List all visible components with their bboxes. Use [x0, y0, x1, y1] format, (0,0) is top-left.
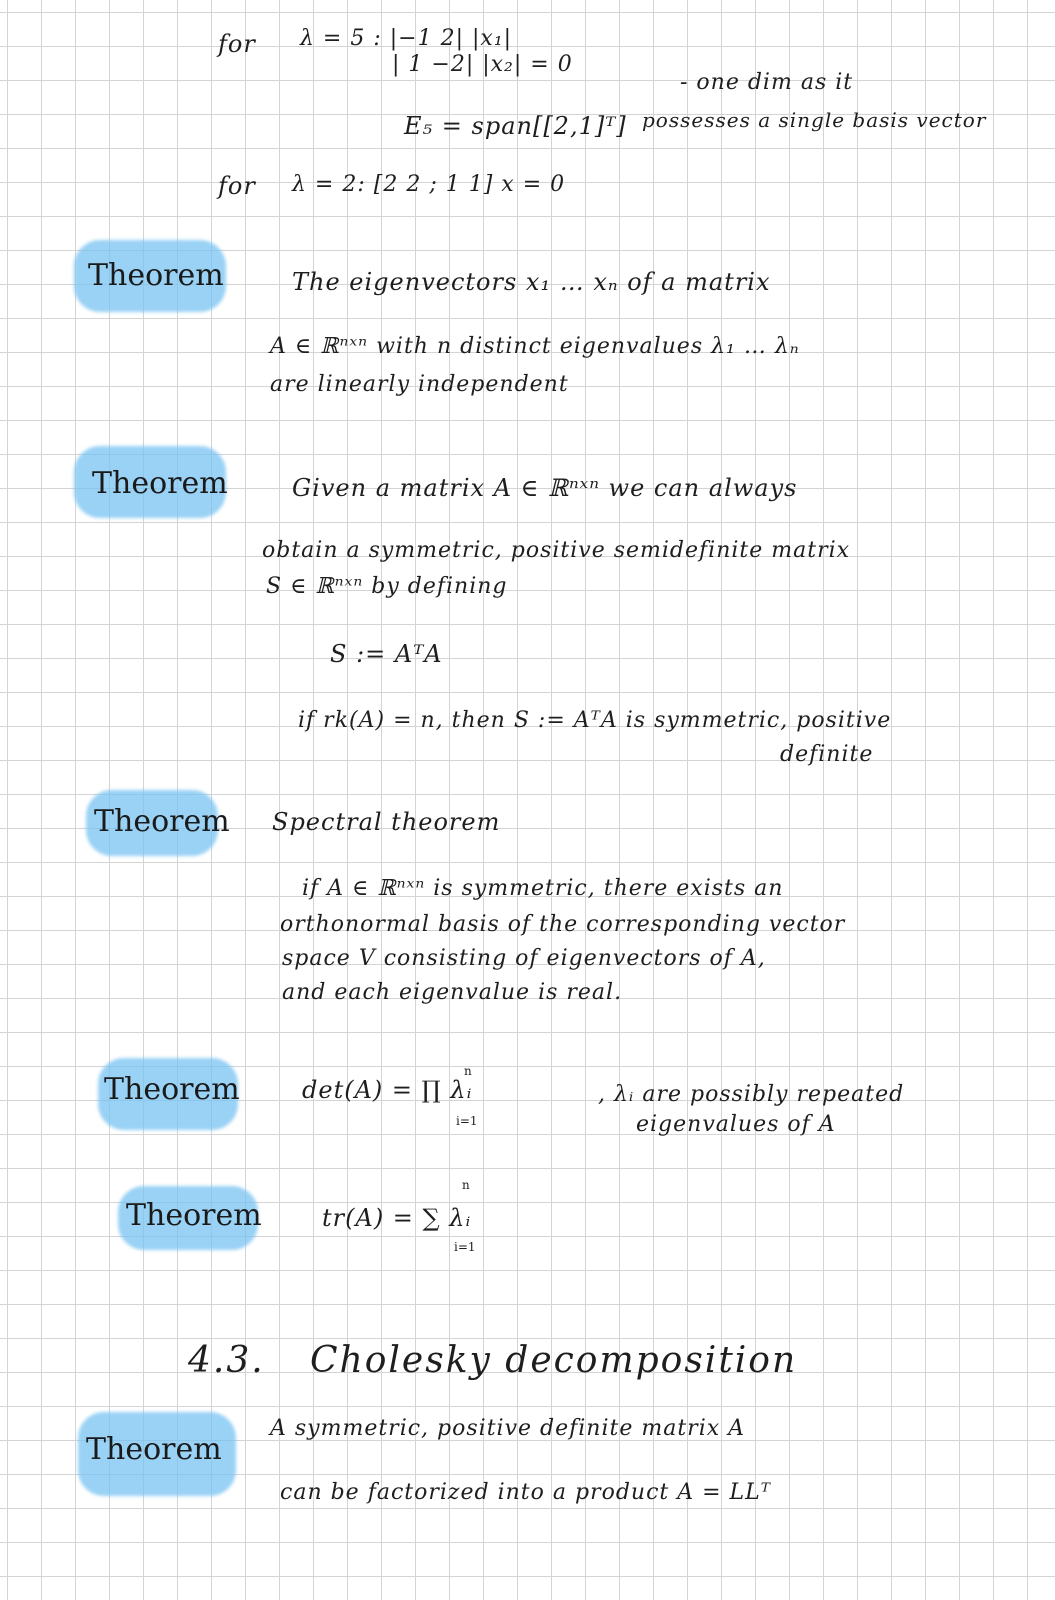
- theorem-1-line-2: A ∈ ℝⁿˣⁿ with n distinct eigenvalues λ₁ … λₙ: [270, 334, 800, 359]
- theorem-1-line-1: The eigenvectors x₁ … xₙ of a matrix: [292, 268, 771, 296]
- case5-eigenspace: E₅ = span[[2,1]ᵀ]: [404, 112, 627, 140]
- case5-equation-row2: | 1 −2| |x₂| = 0: [392, 52, 573, 77]
- case5-note-line1: - one dim as it: [680, 70, 854, 95]
- case5-equation: λ = 5 : |−1 2| |x₁|: [300, 26, 513, 51]
- theorem-2-line-6: definite: [780, 742, 874, 767]
- theorem-3-line-3: orthonormal basis of the corresponding vector: [280, 912, 846, 937]
- theorem-2-line-5: if rk(A) = n, then S := AᵀA is symmetric, positive: [298, 708, 892, 733]
- theorem-3-line-4: space V consisting of eigenvectors of A,: [282, 946, 766, 971]
- theorem-4-label: Theorem: [104, 1072, 240, 1107]
- theorem-1-line-3: are linearly independent: [270, 372, 569, 397]
- theorem-3-line-1: Spectral theorem: [272, 808, 501, 836]
- case2-equation: λ = 2: [2 2 ; 1 1] x = 0: [292, 172, 566, 197]
- theorem-6-line-2: can be factorized into a product A = LLᵀ: [280, 1480, 772, 1505]
- theorem-4-formula: det(A) = ∏ λᵢ: [302, 1076, 473, 1104]
- theorem-5-lower-limit: i=1: [454, 1240, 476, 1254]
- theorem-4-upper-limit: n: [464, 1064, 472, 1078]
- section-title: Cholesky decomposition: [310, 1340, 798, 1381]
- theorem-1-label: Theorem: [88, 258, 224, 293]
- theorem-4-lower-limit: i=1: [456, 1114, 478, 1128]
- theorem-5-upper-limit: n: [462, 1178, 470, 1192]
- theorem-4-note-line2: eigenvalues of A: [636, 1112, 836, 1137]
- theorem-6-line-1: A symmetric, positive definite matrix A: [270, 1416, 746, 1441]
- section-number: 4.3.: [188, 1340, 265, 1381]
- theorem-3-line-5: and each eigenvalue is real.: [282, 980, 623, 1005]
- theorem-2-line-1: Given a matrix A ∈ ℝⁿˣⁿ we can always: [292, 474, 798, 502]
- theorem-6-label: Theorem: [86, 1432, 222, 1467]
- case2-prefix: for: [218, 172, 256, 200]
- theorem-4-note-line1: , λᵢ are possibly repeated: [598, 1082, 905, 1107]
- theorem-3-label: Theorem: [94, 804, 230, 839]
- theorem-2-label: Theorem: [92, 466, 228, 501]
- theorem-2-line-2: obtain a symmetric, positive semidefinite matrix: [262, 538, 851, 563]
- theorem-3-line-2: if A ∈ ℝⁿˣⁿ is symmetric, there exists an: [302, 876, 784, 901]
- theorem-2-line-4: S := AᵀA: [330, 640, 443, 668]
- theorem-5-label: Theorem: [126, 1198, 262, 1233]
- case5-prefix: for: [218, 30, 256, 58]
- theorem-5-formula: tr(A) = ∑ λᵢ: [322, 1204, 472, 1232]
- case5-note-line2: possesses a single basis vector: [642, 108, 987, 132]
- theorem-2-line-3: S ∈ ℝⁿˣⁿ by defining: [266, 574, 508, 599]
